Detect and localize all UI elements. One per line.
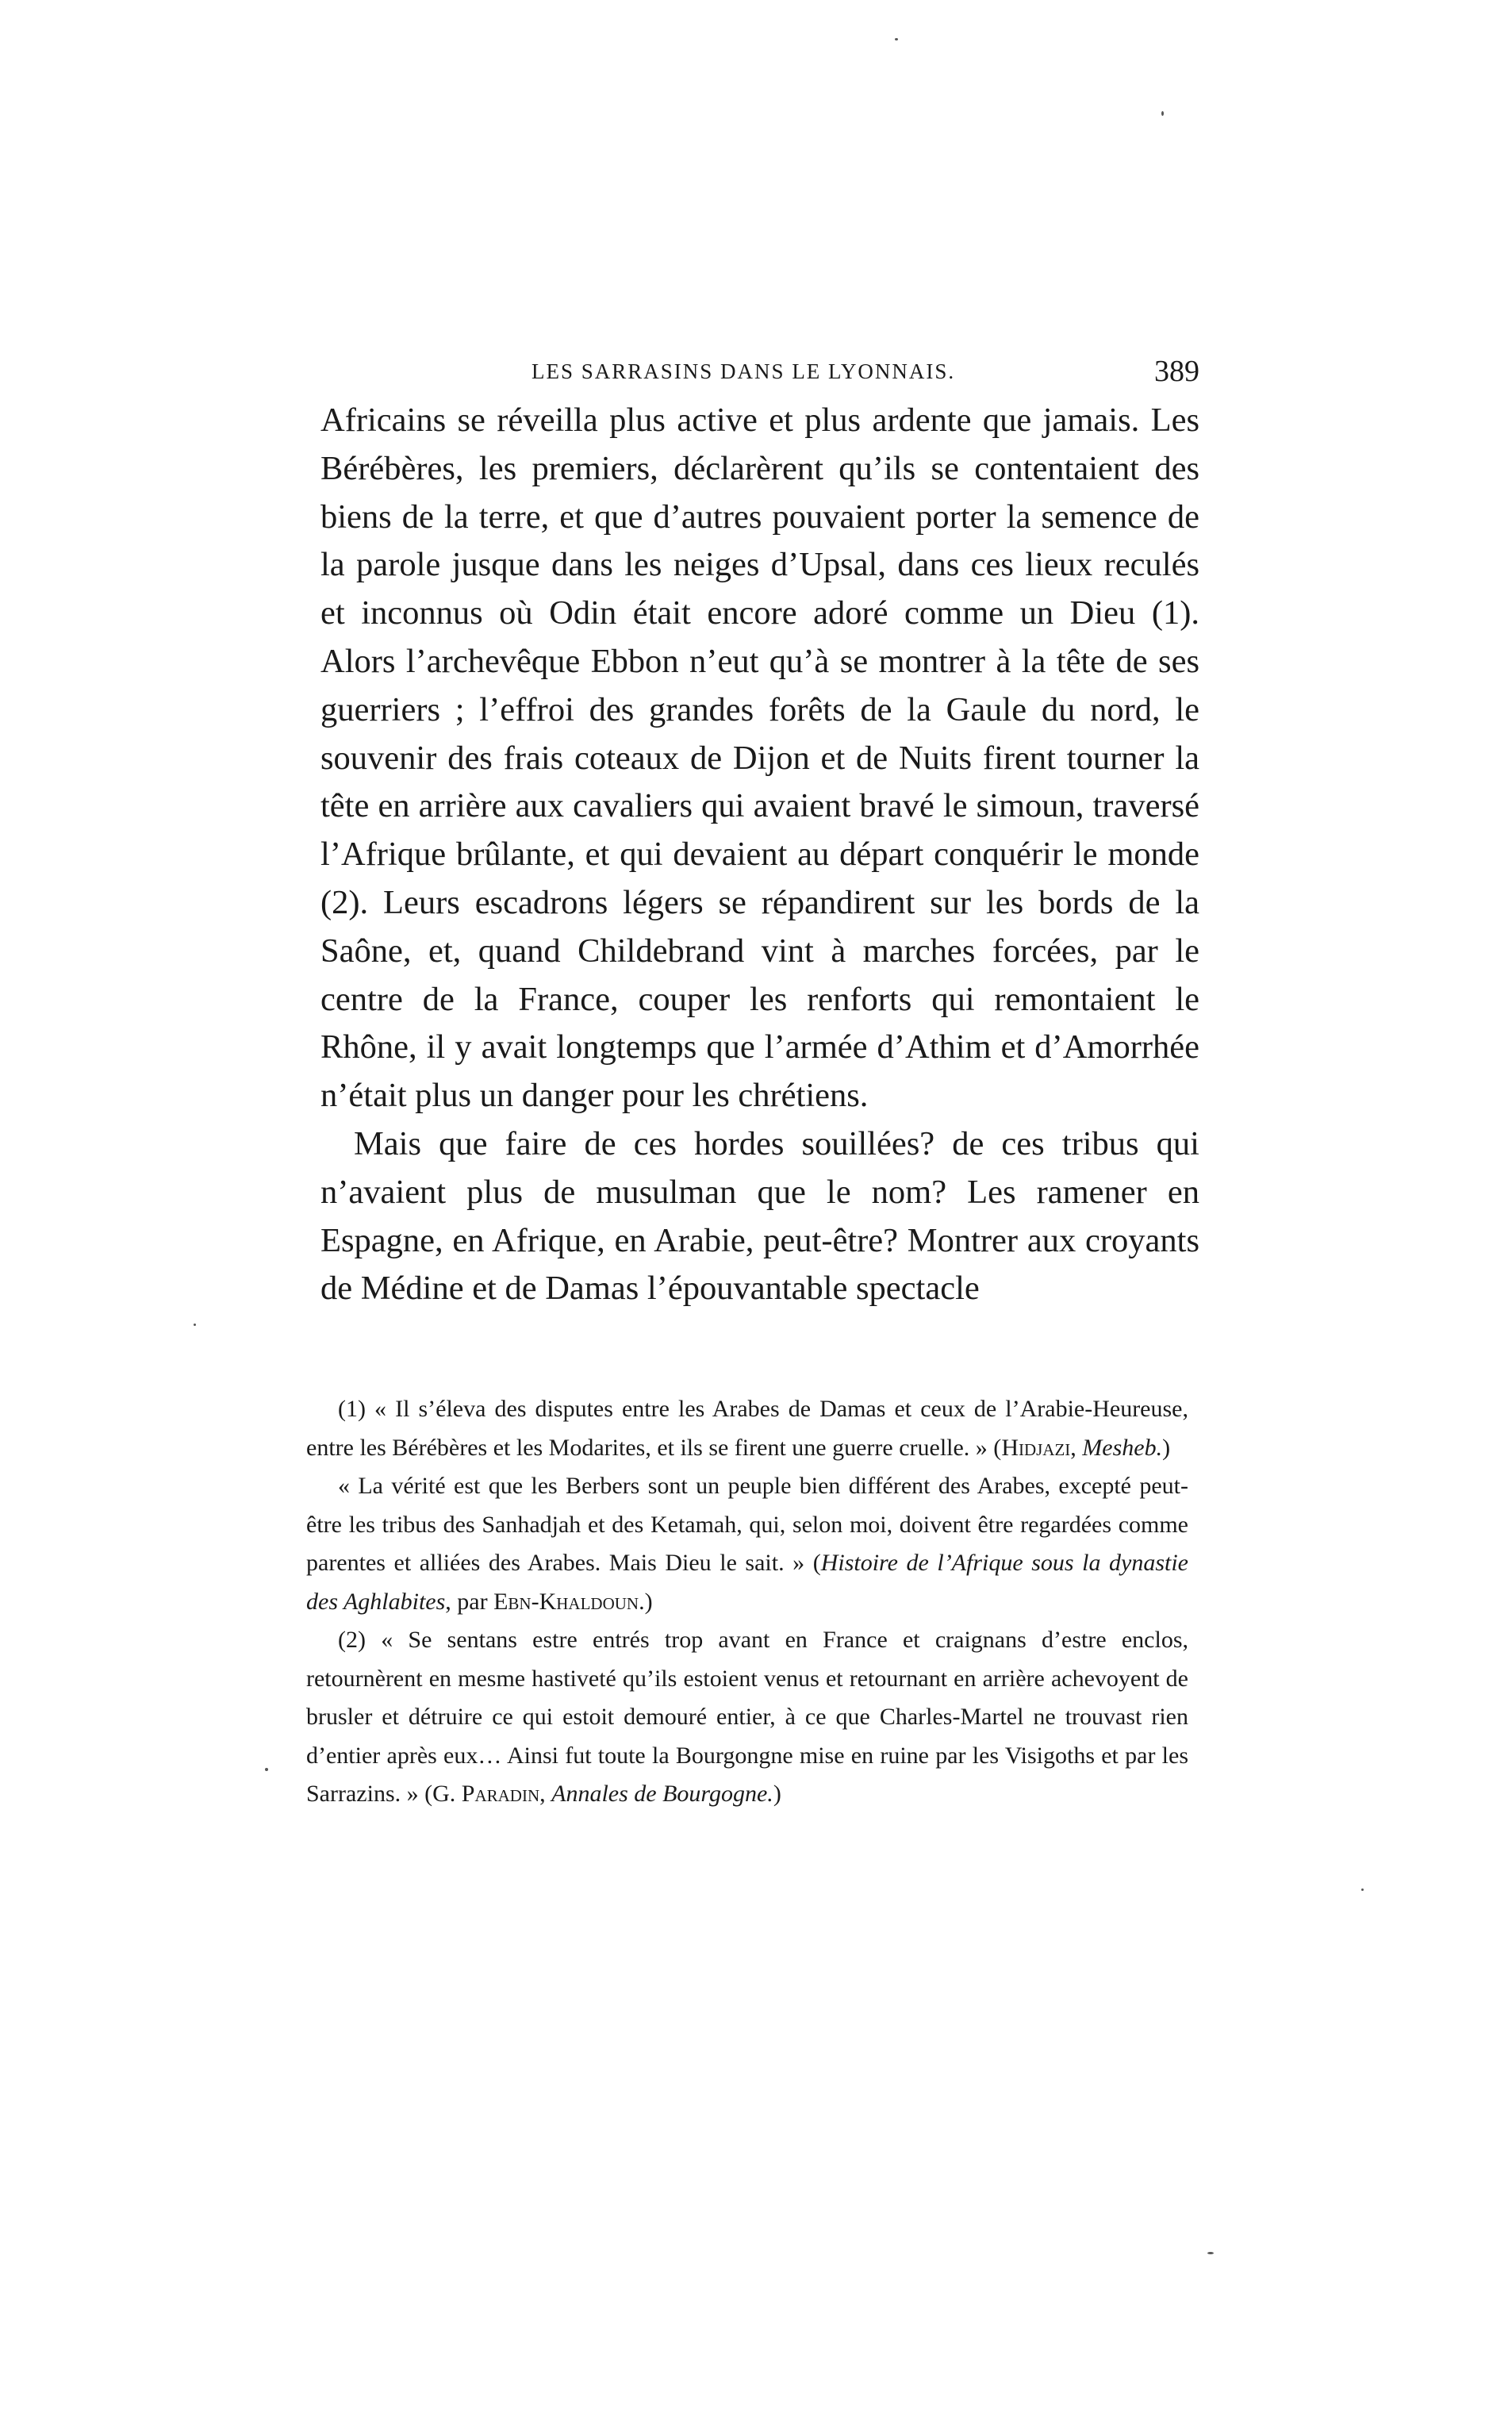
footnote-1b-sep: , par xyxy=(445,1588,494,1615)
footnote-1a-work: Mesheb. xyxy=(1082,1434,1163,1461)
footnote-1a-author: Hidjazi xyxy=(1001,1434,1071,1461)
footnote-2 xyxy=(306,1621,1188,1814)
footnote-1b-work: Histoire de l’Afrique sous la dynastie des Aghlabites xyxy=(306,1550,1188,1615)
running-head-title: LES SARRASINS DANS LE LYONNAIS. xyxy=(532,359,956,383)
main-text xyxy=(320,397,1199,1313)
running-head xyxy=(327,348,1199,395)
paper-speck xyxy=(895,38,898,40)
paper-speck xyxy=(1207,2252,1214,2254)
footnote-2-close: ) xyxy=(773,1781,781,1807)
page-number: 389 xyxy=(1154,355,1199,388)
footnote-1b xyxy=(306,1467,1188,1621)
footnote-1b-author: Ebn-Khaldoun xyxy=(493,1588,639,1615)
paper-speck xyxy=(1361,1888,1364,1891)
footnote-1b-close: .) xyxy=(639,1588,653,1615)
paper-speck xyxy=(265,1768,268,1771)
footnote-2-text: (2) « Se sentans estre entrés trop avant en France et craignans d’estre enclos, retournèrent en mesme hastiveté qu’ils estoient venus et retournant en arrière achevoyent de brusler et détruire ce qui estoit demouré entier, à ce que Charles-Martel ne trouvast rien d’entier après eux… Ainsi fut toute la Bourgongne mise en ruine par les Visigoths et par les Sarrazins. » (G. xyxy=(306,1627,1188,1807)
footnote-2-author: Paradin xyxy=(461,1781,540,1807)
body-paragraph-1: Africains se réveilla plus active et plus ardente que jamais. Les Bérébères, les premiers, déclarèrent qu’ils se contentaient des biens de la terre, et que d’autres pouvaient porter la semence de la parole jusque dans les neiges d’Upsal, dans ces lieux reculés et inconnus où Odin était encore adoré comme un Dieu (1). Alors l’archevêque Ebbon n’eut qu’à se montrer à la tête de ses guerriers ; l’effroi des grandes forêts de la Gaule du nord, le souvenir des frais coteaux de Dijon et de Nuits firent tourner la tête en arrière aux cavaliers qui avaient bravé le simoun, traversé l’Afrique brûlante, et qui devaient au départ conquérir le monde (2). Leurs escadrons légers se répandirent sur les bords de la Saône, et, quand Childebrand vint à marches forcées, par le centre de la France, couper les renforts qui remontaient le Rhône, il y avait longtemps que l’armée d’Athim et d’Amorrhée n’était plus un danger pour les chrétiens. xyxy=(320,402,1199,1115)
footnote-2-sep: , xyxy=(539,1781,552,1807)
paper-speck xyxy=(1161,111,1164,116)
paper-speck xyxy=(194,1324,196,1326)
body-paragraph-2: Mais que faire de ces hordes souillées? de ces tribus qui n’avaient plus de musulman que le nom? Les ramener en Espagne, en Afrique, en Arabie, peut-être? Montrer aux croyants de Médine et de Damas l’épouvantable spectacle xyxy=(320,1124,1199,1308)
footnote-1a xyxy=(306,1390,1188,1467)
footnote-1a-sep: , xyxy=(1070,1434,1083,1461)
footnotes xyxy=(306,1390,1188,1814)
footnote-2-work: Annales de Bourgogne. xyxy=(551,1781,773,1807)
footnote-1a-close: ) xyxy=(1162,1434,1171,1461)
footnote-1a-text: (1) « Il s’éleva des disputes entre les Arabes de Damas et ceux de l’Arabie-Heureuse, entre les Bérébères et les Modarites, et ils se firent une guerre cruelle. » ( xyxy=(306,1396,1188,1461)
footnote-1b-text: « La vérité est que les Berbers sont un peuple bien différent des Arabes, excepté peut-être les tribus des Sanhadjah et des Ketamah, qui, selon moi, doivent être regardées comme parentes et alliées des Arabes. Mais Dieu le sait. » ( xyxy=(306,1473,1188,1576)
